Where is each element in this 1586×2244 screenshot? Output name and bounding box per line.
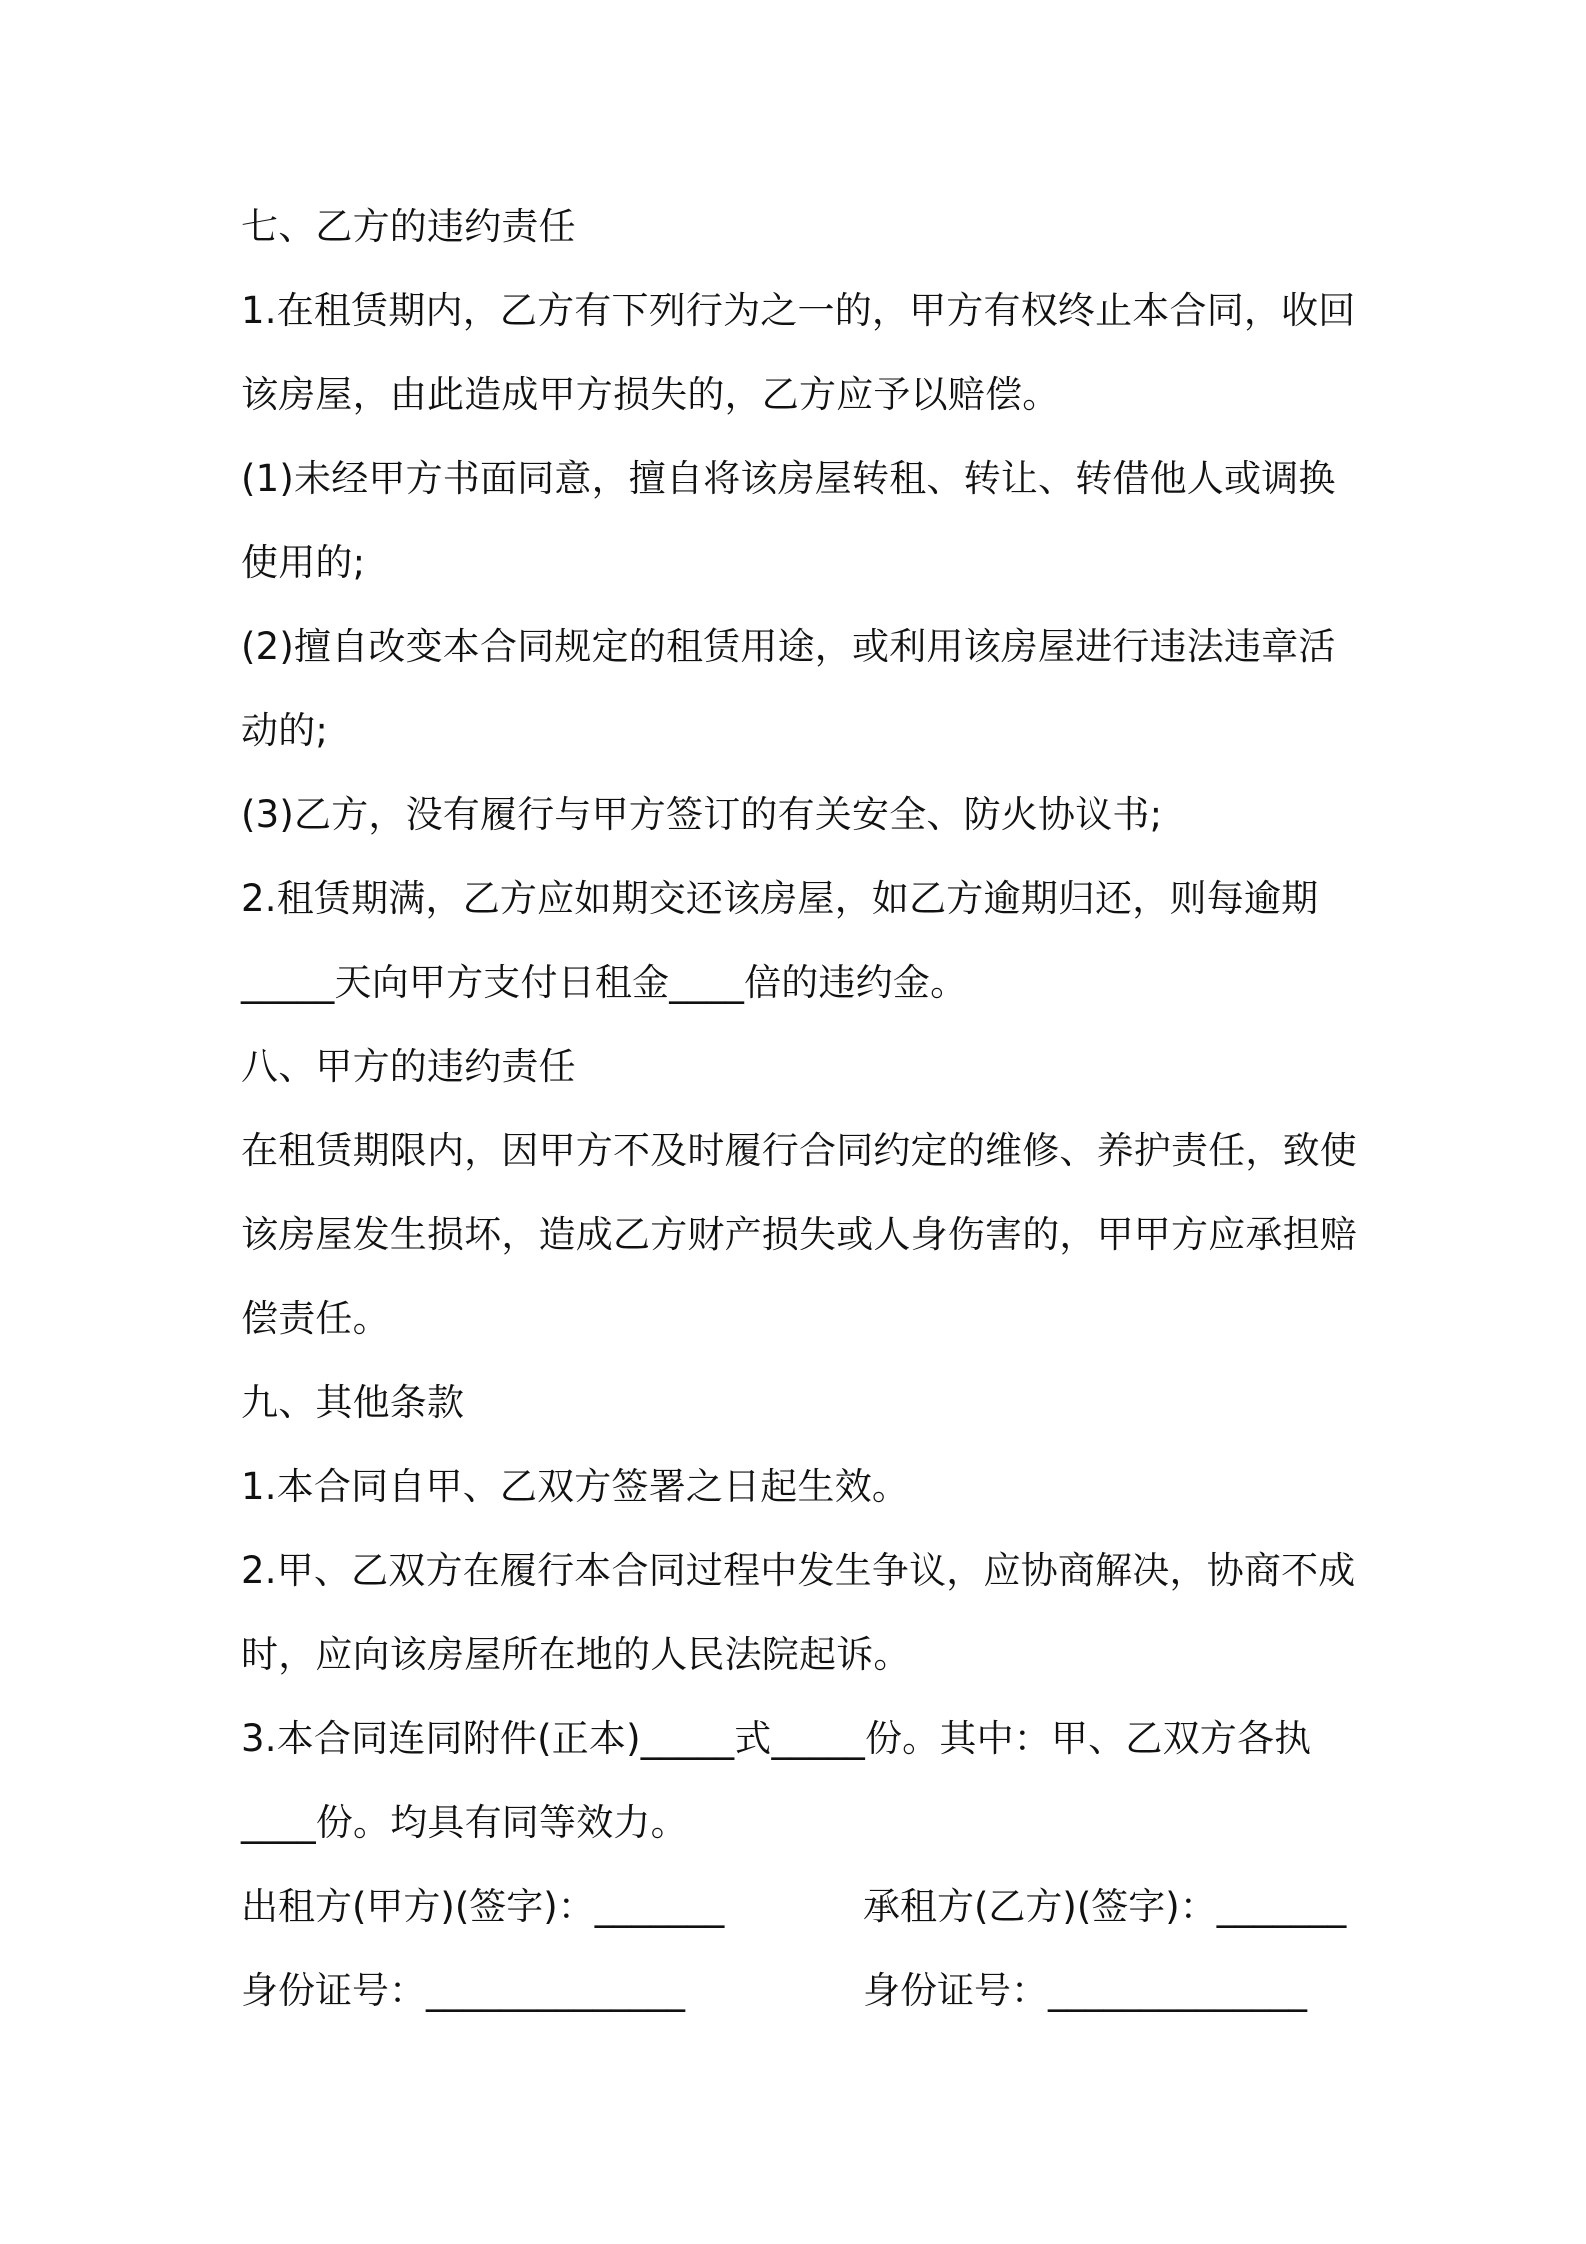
paragraph-line: ____份。均具有同等效力。 [241, 1801, 688, 1844]
paragraph-line: 在租赁期限内，因甲方不及时履行合同约定的维修、养护责任，致使 [241, 1129, 1357, 1172]
lessee-signature-field: 承租方(乙方)(签字)：_______ [863, 1885, 1347, 1928]
paragraph-line: (3)乙方，没有履行与甲方签订的有关安全、防火协议书; [241, 793, 1163, 836]
contract-text [241, 185, 1361, 2033]
paragraph-line: 该房屋发生损坏，造成乙方财产损失或人身伤害的，甲甲方应承担赔 [241, 1213, 1357, 1256]
signature-row [241, 1865, 1361, 1949]
paragraph-line: 偿责任。 [241, 1297, 390, 1340]
lessor-signature-field: 出租方(甲方)(签字)：_______ [241, 1885, 725, 1928]
paragraph-line: 动的; [241, 709, 329, 752]
paragraph-line: 3.本合同连同附件(正本)_____式_____份。其中：甲、乙双方各执 [241, 1717, 1312, 1760]
paragraph-line: 1.本合同自甲、乙双方签署之日起生效。 [241, 1465, 910, 1508]
section-heading-7: 七、乙方的违约责任 [241, 205, 576, 248]
paragraph-line: (2)擅自改变本合同规定的租赁用途，或利用该房屋进行违法违章活 [241, 625, 1336, 668]
paragraph-line: 使用的; [241, 541, 366, 584]
section-heading-8: 八、甲方的违约责任 [241, 1045, 576, 1088]
paragraph-line: 1.在租赁期内，乙方有下列行为之一的，甲方有权终止本合同，收回 [241, 289, 1356, 332]
paragraph-line: _____天向甲方支付日租金____倍的违约金。 [241, 961, 968, 1004]
paragraph-line: 时，应向该房屋所在地的人民法院起诉。 [241, 1633, 911, 1676]
lessor-id-field: 身份证号：______________ [241, 1969, 685, 2012]
paragraph-line: 该房屋，由此造成甲方损失的，乙方应予以赔偿。 [241, 373, 1060, 416]
paragraph-line: (1)未经甲方书面同意，擅自将该房屋转租、转让、转借他人或调换 [241, 457, 1336, 500]
lessee-id-field: 身份证号：______________ [863, 1969, 1307, 2012]
paragraph-line: 2.租赁期满，乙方应如期交还该房屋，如乙方逾期归还，则每逾期 [241, 877, 1319, 920]
section-heading-9: 九、其他条款 [241, 1381, 465, 1424]
id-number-row [241, 1949, 1361, 2033]
paragraph-line: 2.甲、乙双方在履行本合同过程中发生争议，应协商解决，协商不成 [241, 1549, 1356, 1592]
